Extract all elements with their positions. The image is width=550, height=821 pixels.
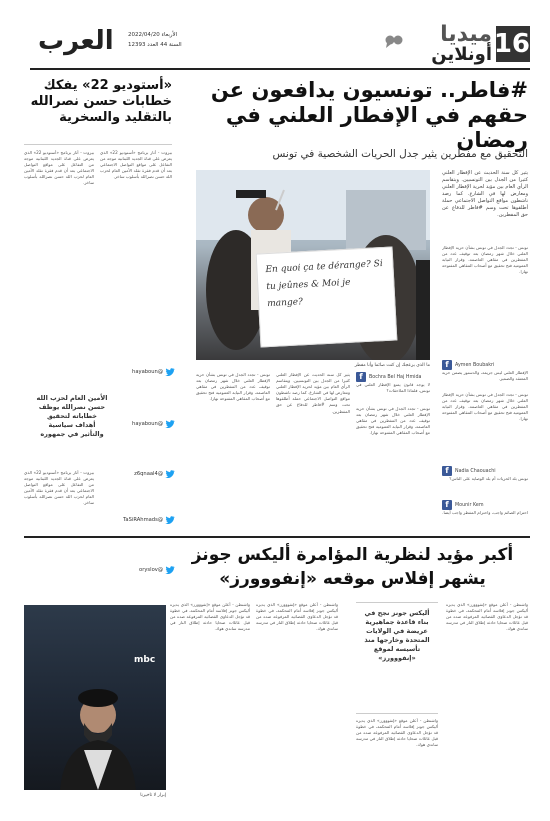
social-post-author[interactable]: Nadia Chaouachi: [455, 468, 496, 474]
facebook-icon: f: [442, 500, 452, 510]
bottom-story-body-col-2: واشنطن - أعلن موقع «إنفووورز» الذي يديره أليكس جونز إفلاسه أمام المحكمة، في خطوة قد تؤجل الدعاوى القضائية المرفوعة ضده من قبل عائلات ضحايا حادثة إطلاق النار في مدرسة ساندي هوك.: [356, 718, 438, 748]
social-post-text: احترام الصائم واجب، واحترام المفطر واجب أيضا.: [442, 510, 528, 515]
twitter-icon: [165, 368, 175, 376]
bottom-story-photo: [24, 605, 166, 790]
social-post: [442, 360, 528, 390]
bottom-story-body-col-4: واشنطن - أعلن موقع «إنفووورز» الذي يديره أليكس جونز إفلاسه أمام المحكمة، في خطوة قد تؤجل الدعاوى القضائية المرفوعة ضده من قبل عائلات ضحايا حادثة إطلاق النار في مدرسة ساندي هوك.: [170, 602, 250, 632]
main-lead-text-continued: تونس - تجدد الجدل في تونس بشأن حرية الإفطار العلني خلال شهر رمضان بعد توقيف عدد من المفطرين في مقاهي العاصمة، وقرار النيابة العمومية فتح تحقيق مع أصحاب المقاهي المفتوحة نهارا.: [442, 245, 528, 275]
twitter-icon: [165, 470, 175, 478]
section-icon: [385, 33, 403, 47]
issue-date: الأربعاء 2022/04/20: [128, 32, 178, 38]
side-story-body-col2: بيروت - أثار برنامج «أستوديو 22» الذي يعرض على قناة الجديد اللبنانية موجة من التفاعل على مواقع التواصل الاجتماعي بعد أن قدم فقرة تقلد الأمين العام لحزب الله حسن نصرالله بأسلوب ساخر.: [100, 150, 172, 180]
bottom-story-body-col-1: واشنطن - أعلن موقع «إنفووورز» الذي يديره أليكس جونز إفلاسه أمام المحكمة، في خطوة قد تؤجل الدعاوى القضائية المرفوعة ضده من قبل عائلات ضحايا حادثة إطلاق النار في مدرسة ساندي هوك.: [446, 602, 528, 632]
side-story-pull-quote: الأمين العام لحزب الله حسن نصرالله يوظف خطاباته لتحقيق أهداف سياسية والتأثير في جمهوره: [36, 394, 108, 438]
tweet-handle-row: [134, 470, 175, 478]
side-story-body: بيروت - أثار برنامج «أستوديو 22» الذي يعرض على قناة الجديد اللبنانية موجة من التفاعل على مواقع التواصل الاجتماعي بعد أن قدم فقرة تقلد الأمين العام لحزب الله حسن نصرالله بأسلوب ساخر.: [24, 150, 94, 186]
issue-number: السنة 44 العدد 12393: [128, 42, 182, 48]
side-story-divider: [24, 144, 172, 145]
bottom-photo-caption: إبرار لا تاخيرنا: [140, 793, 166, 798]
main-photo: [196, 170, 430, 360]
sign-text: En quoi ça te dérange? Si tu jeûnes & Moi je mange?: [265, 259, 384, 310]
masthead-logo: العرب: [38, 26, 114, 56]
bottom-story-divider: [24, 536, 530, 538]
social-post-text: تونس بلد الحريات أم بلد الوصاية على الناس؟: [449, 476, 528, 481]
side-story-body-col3: بيروت - أثار برنامج «أستوديو 22» الذي يعرض على قناة الجديد اللبنانية موجة من التفاعل على مواقع التواصل الاجتماعي بعد أن قدم فقرة تقلد الأمين العام لحزب الله حسن نصرالله بأسلوب ساخر.: [24, 470, 94, 506]
protest-sign: [256, 246, 398, 347]
bottom-story-headline-line1: أكبر مؤيد لنظرية المؤامرة أليكس جونز: [191, 545, 514, 565]
main-headline: #فاطر.. تونسيون يدافعون عن حقهم في الإفطار العلني في رمضان: [210, 78, 528, 152]
facebook-icon: f: [442, 360, 452, 370]
social-post-text: لا يوجد قانون يمنع الإفطار العلني في تونس، فلماذا الملاحقات؟: [356, 382, 430, 394]
section-name-line1: ميديا: [440, 22, 492, 47]
section-name-line2: أونلاين: [431, 44, 492, 65]
social-post-author[interactable]: Aymen Boubakri: [455, 362, 495, 368]
social-post: [356, 372, 430, 402]
main-body-col-3: تونس - تجدد الجدل في تونس بشأن حرية الإفطار العلني خلال شهر رمضان بعد توقيف عدد من المفطرين في مقاهي العاصمة، وقرار النيابة العمومية فتح تحقيق مع أصحاب المقاهي المفتوحة نهارا.: [356, 406, 430, 436]
channel-logo: mbc: [134, 655, 156, 665]
twitter-icon: [165, 420, 175, 428]
tweet-handle-row: [123, 516, 175, 524]
twitter-icon: [165, 516, 175, 524]
tweet-handle[interactable]: @hayaboun: [132, 421, 163, 427]
social-post: [442, 466, 528, 496]
social-post: [442, 500, 528, 530]
bottom-story-pull-quote: [356, 602, 438, 714]
pull-quote-text: أليكس جونز نجح في بناء قاعدة جماهيرية عريضة في الولايات المتحدة وخارجها منذ تأسيسه لموقع «إنفووورز»: [364, 609, 430, 662]
facebook-icon: f: [442, 466, 452, 476]
main-body-col-right: تونس - تجدد الجدل في تونس بشأن حرية الإفطار العلني خلال شهر رمضان بعد توقيف عدد من المفطرين في مقاهي العاصمة، وقرار النيابة العمومية فتح تحقيق مع أصحاب المقاهي المفتوحة نهارا.: [442, 392, 528, 422]
social-post-author[interactable]: Bochra Bel Haj Hmida: [369, 374, 422, 380]
main-body-col-1: تونس - تجدد الجدل في تونس بشأن حرية الإفطار العلني خلال شهر رمضان بعد توقيف عدد من المفطرين في مقاهي العاصمة، وقرار النيابة العمومية فتح تحقيق مع أصحاب المقاهي المفتوحة نهارا.: [196, 372, 270, 402]
tv-host-illustration: [24, 605, 166, 790]
bottom-story-body-col-3: واشنطن - أعلن موقع «إنفووورز» الذي يديره أليكس جونز إفلاسه أمام المحكمة، في خطوة قد تؤجل الدعاوى القضائية المرفوعة ضده من قبل عائلات ضحايا حادثة إطلاق النار في مدرسة ساندي هوك.: [256, 602, 338, 632]
tweet-handle-row: [132, 420, 175, 428]
page-number: 16: [496, 26, 530, 62]
tweet-handle[interactable]: @z6qnaal4: [134, 471, 163, 477]
facebook-icon: f: [356, 372, 366, 382]
main-body-col-2: يثير كل سنة الحديث عن الإفطار العلني كثيرا من الجدل بين التونسيين. ويتقاسم الرأي العام بين مؤيد لحرية الإفطار العلني ومعارض لها في الشارع. كما رصد ناشطون مواقع التواصل الاجتماعي حملة أطلقوها تحت وسم #فاطر للدفاع عن حق المفطرين.: [276, 372, 350, 414]
tweet-handle-row: [132, 368, 175, 376]
quote-bubble-icon: [385, 34, 403, 48]
main-photo-caption: ما الذي يزعجك إن كنت صائما وأنا مفطر: [354, 363, 430, 368]
bottom-story-headline-line2: يشهر إفلاس موقعه «إنفووورز»: [219, 569, 486, 589]
tweet-handle[interactable]: @hayaboun: [132, 369, 163, 375]
side-story-headline: «أستوديو 22» يفكك خطابات حسن نصرالله بالتقليد والسخرية: [30, 78, 172, 125]
tweet-handle-row: [139, 566, 175, 574]
twitter-icon: [165, 566, 175, 574]
twitter-feed: [103, 368, 175, 618]
main-lead-text: يثير كل سنة الحديث عن الإفطار العلني كثيرا من الجدل بين التونسيين. ويتقاسم الرأي العام بين مؤيد لحرية الإفطار العلني ومعارض لها في الشارع. كما رصد ناشطون مواقع التواصل الاجتماعي حملة أطلقوها تحت وسم #فاطر للدفاع عن حق المفطرين.: [442, 170, 528, 218]
social-post-author[interactable]: Mounir Kem: [455, 502, 484, 508]
main-subheadline: التحقيق مع مفطرين يثير جدل الحريات الشخصية في تونس: [272, 148, 528, 160]
tweet-handle[interactable]: @oryslov: [139, 567, 163, 573]
social-post-text: الإفطار العلني ليس جريمة، والدستور يضمن حرية المعتقد والضمير.: [442, 370, 528, 382]
tweet-handle[interactable]: @TaSiRAhmads: [123, 517, 163, 523]
